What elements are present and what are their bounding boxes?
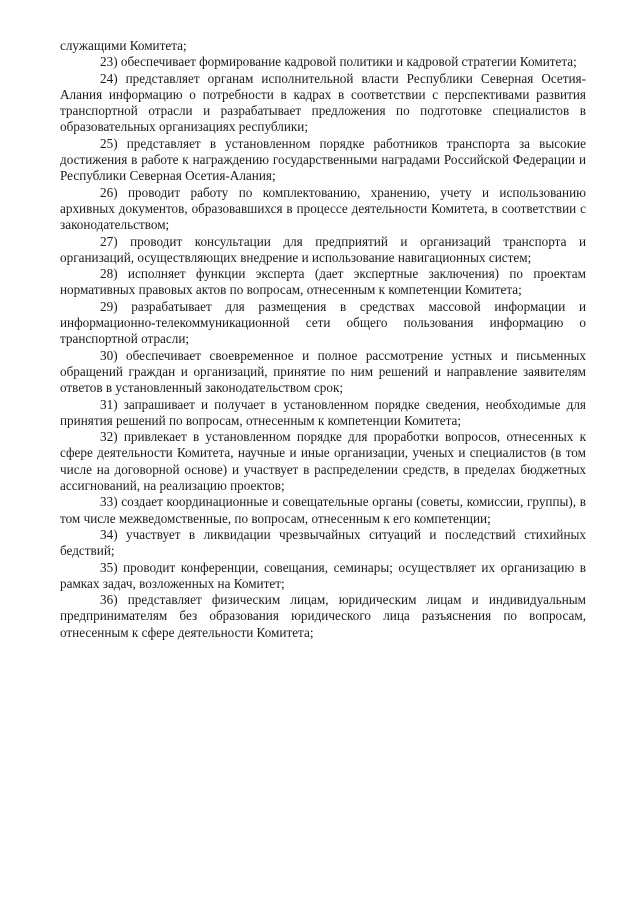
paragraph-continuation: служащими Комитета;	[60, 38, 187, 53]
paragraph-item-33: 33) создает координационные и совещательные органы (советы, комиссии, группы), в том числе межведомственные, по вопросам, отнесенным к его компетенции;	[60, 494, 586, 526]
paragraph-item-23: 23) обеспечивает формирование кадровой политики и кадровой стратегии Комитета;	[100, 54, 577, 70]
paragraph-item-31: 31) запрашивает и получает в установленном порядке сведения, необходимые для принятия решений по вопросам, отнесенным к компетенции Комитета;	[60, 396, 586, 428]
paragraph-item-26: 26) проводит работу по комплектованию, хранению, учету и использованию архивных документов, образовавшихся в процессе деятельности Комитета, в соответствии с законодательством;	[60, 184, 586, 233]
paragraph-item-25: 25) представляет в установленном порядке работников транспорта за высокие достижения в работе к награждению государственными наградами Российской Федерации и Республики Северная Осетия-Алания;	[60, 135, 586, 184]
paragraph-item-34: 34) участвует в ликвидации чрезвычайных ситуаций и последствий стихийных бедствий;	[60, 526, 586, 559]
paragraph-item-24: 24) представляет органам исполнительной власти Республики Северная Осетия-Алания информацию о потребности в кадрах в соответствии с перспективами развития транспортной отрасли и разрабатывает предложения по подготовке специалистов в образовательных организациях республики;	[60, 70, 586, 135]
paragraph-item-29: 29) разрабатывает для размещения в средствах массовой информации и информационно-телекоммуникационной сети общего пользования информацию о транспортной отрасли;	[60, 298, 586, 347]
paragraph-item-32: 32) привлекает в установленном порядке для проработки вопросов, отнесенных к сфере деятельности Комитета, научные и иные организации, ученых и специалистов (в том числе на договорной основе) и участвует в распределении средств, в пределах бюджетных ассигнований, на реализацию проектов;	[60, 429, 586, 494]
paragraph-item-36: 36) представляет физическим лицам, юридическим лицам и индивидуальным предпринимателям без образования юридического лица разъяснения по вопросам, отнесенным к сфере деятельности Комитета;	[60, 592, 586, 640]
paragraph-item-27: 27) проводит консультации для предприятий и организаций транспорта и организаций, осуществляющих внедрение и использование навигационных систем;	[60, 233, 586, 265]
paragraph-item-35: 35) проводит конференции, совещания, семинары; осуществляет их организацию в рамках задач, возложенных на Комитет;	[60, 559, 586, 591]
paragraph-item-28: 28) исполняет функции эксперта (дает экспертные заключения) по проектам нормативных правовых актов по вопросам, отнесенным к компетенции Комитета;	[60, 266, 586, 298]
paragraph-item-30: 30) обеспечивает своевременное и полное рассмотрение устных и письменных обращений граждан и организаций, принятие по ним решений и направление заявителям ответов в установленный законодательством срок;	[60, 347, 586, 396]
